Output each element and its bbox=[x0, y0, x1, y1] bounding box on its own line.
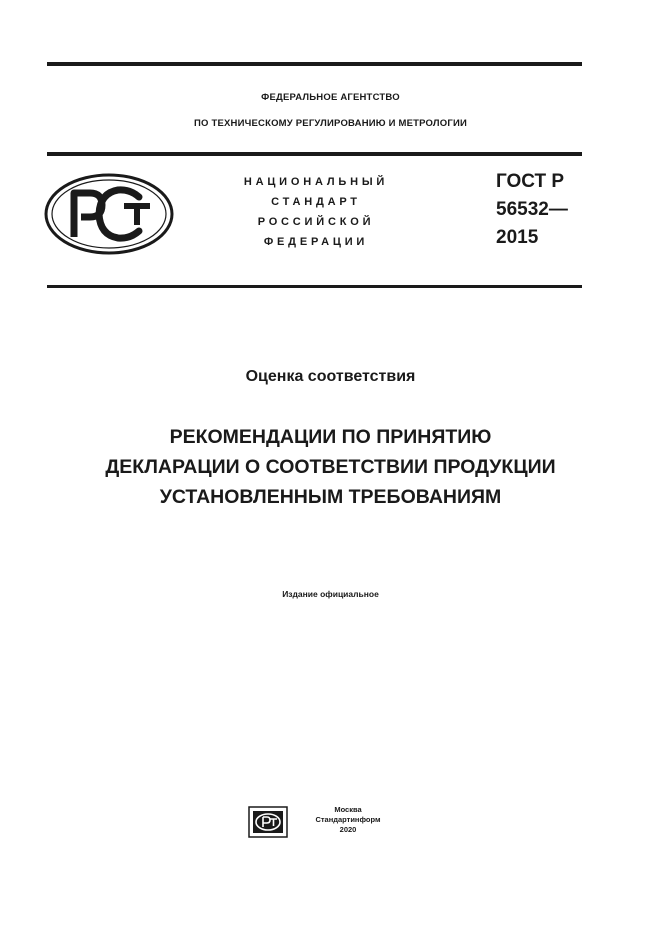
document-title bbox=[0, 422, 661, 512]
agency-name-line1: ФЕДЕРАЛЬНОЕ АГЕНТСТВО bbox=[261, 92, 400, 103]
publisher-info bbox=[308, 805, 388, 835]
standard-type-line: ФЕДЕРАЦИИ bbox=[263, 236, 369, 248]
document-title-line: ДЕКЛАРАЦИИ О СООТВЕТСТВИИ ПРОДУКЦИИ bbox=[105, 456, 556, 478]
standard-type-label bbox=[196, 172, 436, 252]
rst-conformity-logo-icon bbox=[44, 173, 174, 255]
publisher-year: 2020 bbox=[339, 825, 357, 834]
standard-code-year: 2015 bbox=[496, 227, 539, 248]
standard-type-line: НАЦИОНАЛЬНЫЙ bbox=[243, 176, 389, 188]
standard-block-bottom-rule bbox=[47, 285, 582, 288]
standard-block-top-rule bbox=[47, 152, 582, 156]
standard-type-line: СТАНДАРТ bbox=[271, 196, 361, 208]
document-title-line: РЕКОМЕНДАЦИИ ПО ПРИНЯТИЮ bbox=[169, 426, 492, 448]
publisher-city: Москва bbox=[334, 805, 362, 814]
edition-note: Издание официальное bbox=[282, 589, 379, 599]
standard-code-prefix: ГОСТ Р bbox=[496, 171, 565, 192]
standartinform-logo-icon bbox=[248, 806, 288, 838]
standard-type-line: РОССИЙСКОЙ bbox=[257, 216, 375, 228]
standard-code-number: 56532— bbox=[496, 199, 568, 220]
top-rule bbox=[47, 62, 582, 66]
document-title-line: УСТАНОВЛЕННЫМ ТРЕБОВАНИЯМ bbox=[159, 486, 502, 508]
agency-name-line2: ПО ТЕХНИЧЕСКОМУ РЕГУЛИРОВАНИЮ И МЕТРОЛОГИИ bbox=[194, 118, 467, 129]
publisher-name: Стандартинформ bbox=[315, 815, 381, 824]
standard-code bbox=[496, 168, 568, 252]
document-subject: Оценка соответствия bbox=[245, 368, 416, 385]
